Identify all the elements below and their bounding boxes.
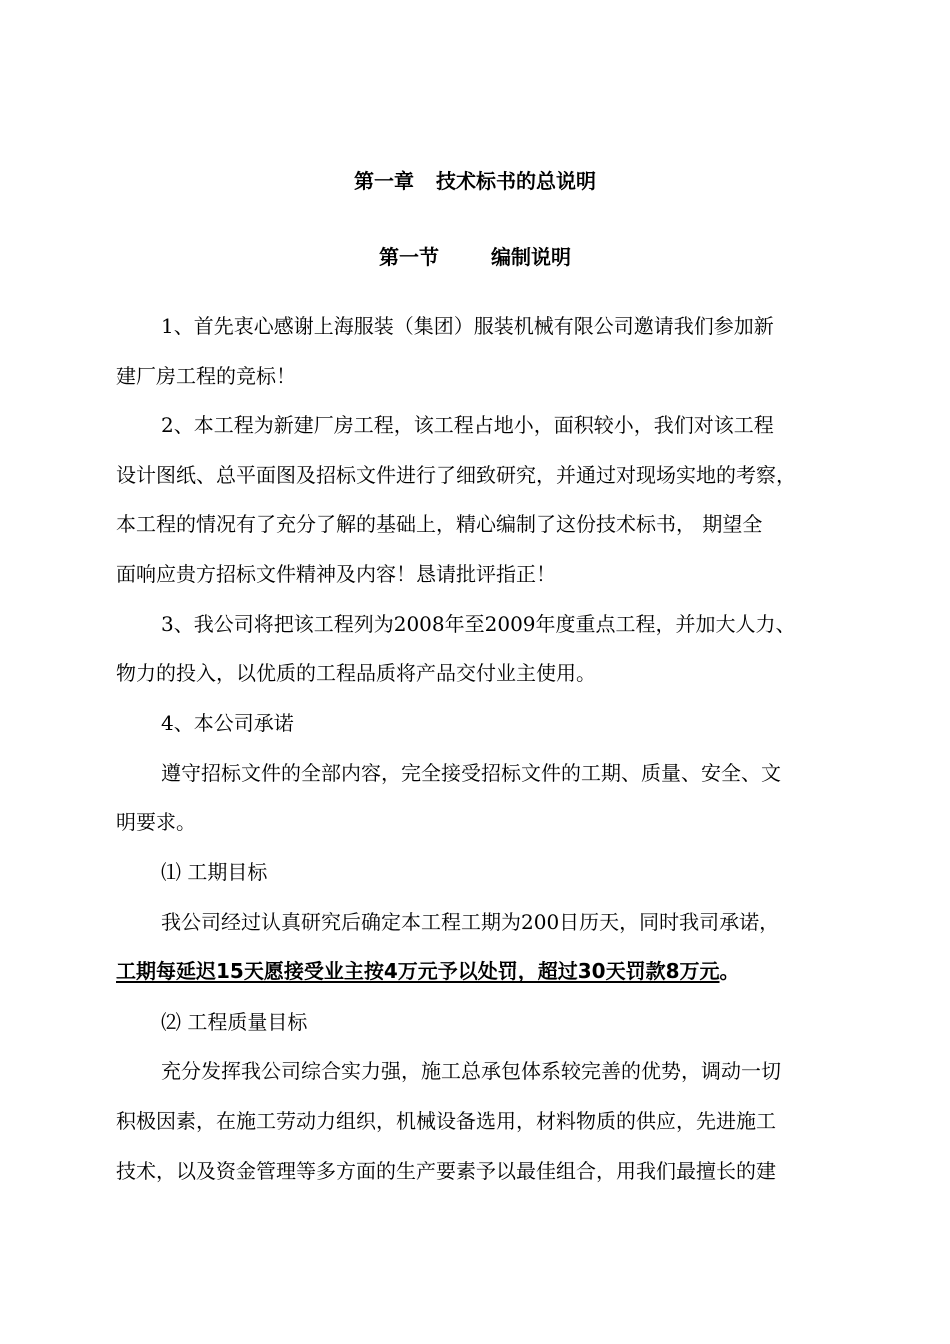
paragraph-3-line-2: 物力的投入，以优质的工程品质将产品交付业主使用。 xyxy=(116,661,596,685)
chapter-title xyxy=(0,165,950,194)
paragraph-2-line-3: 本工程的情况有了充分了解的基础上，精心编制了这份技术标书， 期望全 xyxy=(116,512,763,536)
paragraph-3-line-1: 3、我公司将把该工程列为2008年至2009年度重点工程，并加大人力、 xyxy=(161,612,796,636)
penalty-clause: 工期每延迟15天愿接受业主按4万元予以处罚，超过30天罚款8万元 xyxy=(116,959,720,983)
paragraph-2-line-4: 面响应贵方招标文件精神及内容！恳请批评指正！ xyxy=(116,562,556,586)
schedule-line-1: 我公司经过认真研究后确定本工程工期为200日历天，同时我司承诺， xyxy=(161,910,780,934)
chapter-title-text: 技术标书的总说明 xyxy=(436,169,596,193)
paragraph-1-line-1: 1、首先衷心感谢上海服装（集团）服装机械有限公司邀请我们参加新 xyxy=(161,314,774,338)
quality-line-1: 充分发挥我公司综合实力强，施工总承包体系较完善的优势，调动一切 xyxy=(161,1059,781,1083)
section-title-text: 编制说明 xyxy=(491,245,571,269)
paragraph-2-line-2: 设计图纸、总平面图及招标文件进行了细致研究，并通过对现场实地的考察， xyxy=(116,463,796,487)
paragraph-2-line-1: 2、本工程为新建厂房工程，该工程占地小，面积较小，我们对该工程 xyxy=(161,413,774,437)
section-title xyxy=(0,241,950,270)
paragraph-4-heading: 4、本公司承诺 xyxy=(161,711,294,735)
commitment-line-1: 遵守招标文件的全部内容，完全接受招标文件的工期、质量、安全、文 xyxy=(161,761,781,785)
paragraph-1-line-2: 建厂房工程的竞标！ xyxy=(116,364,296,388)
quality-line-3: 技术，以及资金管理等多方面的生产要素予以最佳组合，用我们最擅长的建 xyxy=(116,1159,776,1183)
quality-line-2: 积极因素，在施工劳动力组织，机械设备选用，材料物质的供应，先进施工 xyxy=(116,1109,776,1133)
section-title-number: 第一节 xyxy=(379,245,439,269)
commitment-line-2: 明要求。 xyxy=(116,810,196,834)
schedule-penalty-line xyxy=(116,959,740,983)
schedule-target-heading: ⑴ 工期目标 xyxy=(161,860,268,884)
quality-target-heading: ⑵ 工程质量目标 xyxy=(161,1010,308,1034)
penalty-clause-period: 。 xyxy=(719,959,740,983)
chapter-title-number: 第一章 xyxy=(354,169,414,193)
